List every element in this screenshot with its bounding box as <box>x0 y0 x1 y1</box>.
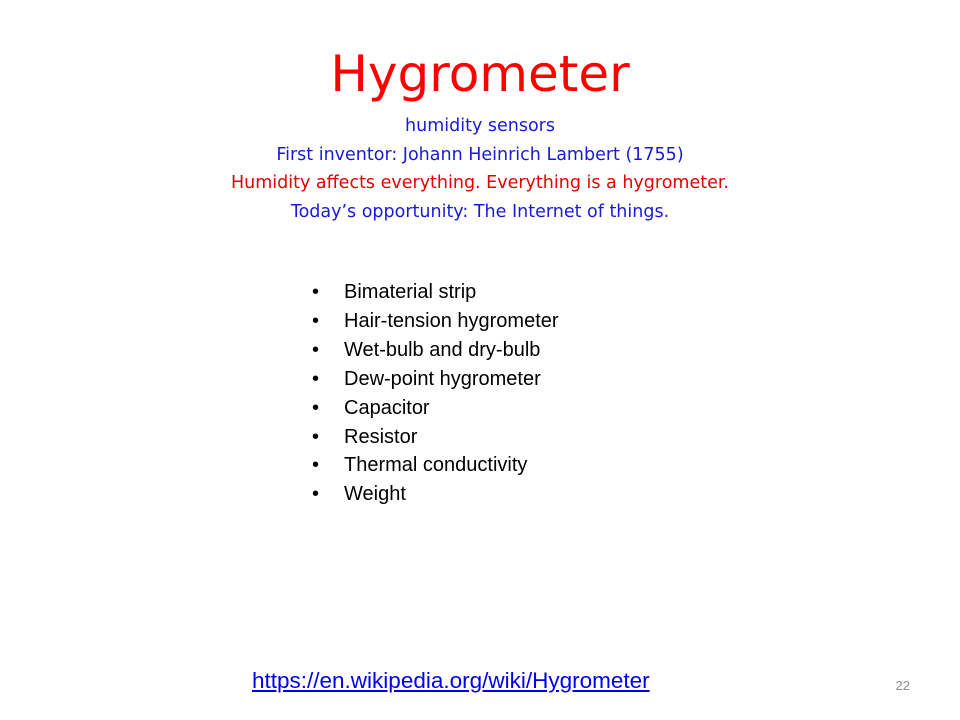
opportunity-line: Today’s opportunity: The Internet of things. <box>290 201 670 222</box>
bullet-icon: • <box>312 367 320 390</box>
subtitle-block <box>0 112 960 226</box>
list-item-label: Bimaterial strip <box>344 281 477 303</box>
list-item-label: Dew-point hygrometer <box>344 367 541 390</box>
bullet-icon: • <box>312 454 320 477</box>
subtitle-humidity-sensors: humidity sensors <box>405 116 555 136</box>
humidity-affects-line: Humidity affects everything. Everything is a hygrometer. <box>230 173 729 193</box>
bullet-icon: • <box>312 281 320 303</box>
list-item <box>312 480 559 509</box>
slide-title: Hygrometer <box>330 45 630 103</box>
bullet-icon: • <box>312 396 320 419</box>
list-item <box>312 451 559 480</box>
bullet-icon: • <box>312 338 320 361</box>
page-number: 22 <box>895 678 910 693</box>
list-item <box>312 423 559 452</box>
list-item-label: Resistor <box>344 425 418 448</box>
list-item <box>312 307 559 336</box>
list-item <box>312 394 559 423</box>
list-item <box>312 365 559 394</box>
list-item <box>312 278 559 307</box>
list-item-label: Thermal conductivity <box>344 454 528 477</box>
wikipedia-link[interactable]: https://en.wikipedia.org/wiki/Hygrometer <box>252 668 650 693</box>
bullet-icon: • <box>312 309 320 332</box>
list-item <box>312 336 559 365</box>
list-item-label: Hair-tension hygrometer <box>344 309 559 332</box>
list-item-label: Weight <box>344 483 406 506</box>
sensor-types-list <box>312 278 559 509</box>
first-inventor-line: First inventor: Johann Heinrich Lambert (1755) <box>276 144 684 165</box>
bullet-icon: • <box>312 483 320 506</box>
list-item-label: Capacitor <box>344 396 430 419</box>
list-item-label: Wet-bulb and dry-bulb <box>344 338 541 361</box>
bullet-icon: • <box>312 425 320 448</box>
